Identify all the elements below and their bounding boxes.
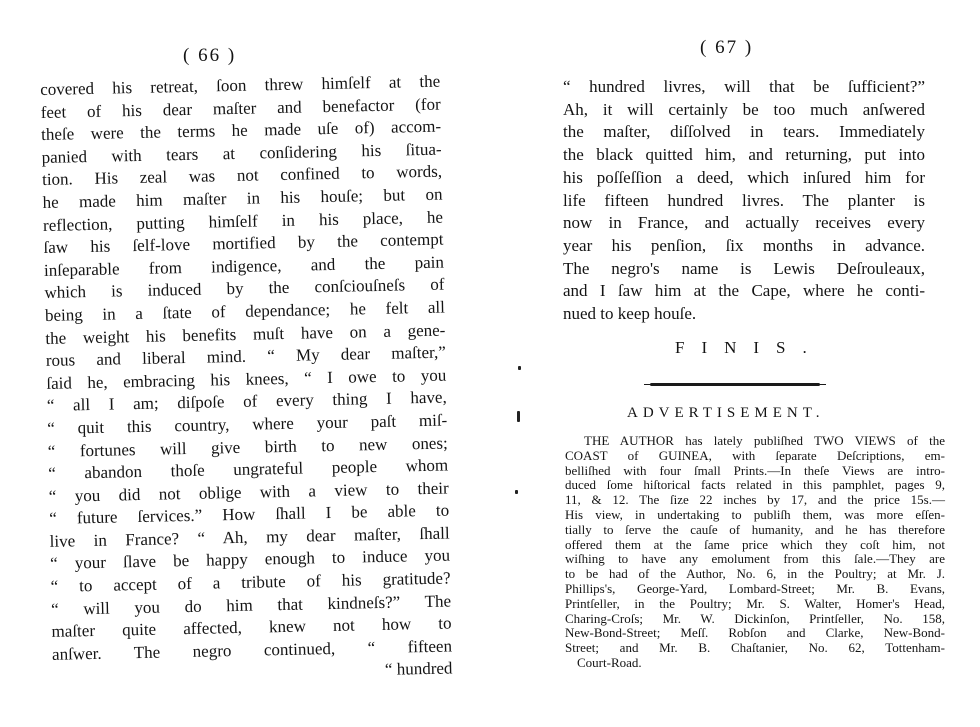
text-line: ſaid he, embracing his knees, “ I owe to you <box>46 365 447 393</box>
advertisement-line: Phillips's, George-Yard, Lombard-Street; Mr. B. Evans, <box>565 580 945 596</box>
advertisement-line: 11, & 12. The ſize 22 inches by 17, and the price 15s.— <box>565 492 945 508</box>
text-line: “ your ſlave be happy enough to induce you <box>49 545 451 574</box>
text-line: “ abandon thoſe ungrateful people whom <box>48 455 449 484</box>
advertisement-line: New-Bond-Street; Meſſ. Robſon and Clarke, New-Bond- <box>565 625 945 641</box>
text-line: “ you did not oblige with a view to their <box>48 478 449 506</box>
advertisement-line: wiſhing to have any emolument from this ſale.—They are <box>565 551 945 567</box>
text-line: The negro's name is Lewis Deſrouleaux, <box>563 258 925 278</box>
text-line: Ah, it will certainly be too much anſwered <box>563 99 925 119</box>
advertisement-line: His view, in undertaking to publiſh them, was more eſſen- <box>565 506 945 522</box>
advertisement-line: Charing-Croſs; Mr. W. Dickinſon, Printſeller, No. 158, <box>565 610 945 626</box>
text-line: reflection, putting himſelf in his place, he <box>42 207 444 235</box>
right-page-body <box>563 76 925 326</box>
text-line: covered his retreat, ſoon threw himſelf at the <box>40 71 441 99</box>
left-page-number: ( 66 ) <box>183 45 237 66</box>
text-line: “ future ſervices.” How ſhall I be able to <box>49 500 450 529</box>
right-page-number: ( 67 ) <box>700 37 754 58</box>
text-line: tion. His zeal was not confined to words, <box>41 161 443 190</box>
text-line: feet of his dear maſter and benefactor (for <box>40 94 441 122</box>
text-line: which is induced by the conſciouſneſs of <box>44 274 445 303</box>
text-line: nued to keep houſe. <box>563 304 697 324</box>
advertisement-line: duced ſome hiſtorical facts related in this pamphlet, pages 9, <box>565 477 945 493</box>
text-line: now in France, and actually receives every <box>563 213 925 233</box>
advertisement-line: belliſhed with four ſmall Prints.—In theſe Views are intro- <box>565 462 945 478</box>
advertisement-line: Printſeller, in the Poultry; Mr. S. Walter, Homer's Head, <box>565 595 945 611</box>
text-line: “ hundred livres, will that be ſufficient?” <box>563 77 925 96</box>
text-line: live in France? “ Ah, my dear maſter, ſhall <box>49 523 450 551</box>
text-line: being in a ſtate of dependance; he felt all <box>44 297 446 325</box>
text-line: rous and liberal mind. “ My dear maſter,” <box>45 342 447 371</box>
advertisement-line: COAST of GUINEA, with ſeparate Deſcriptions, em- <box>565 447 945 463</box>
text-line: ſaw his ſelf-love mortified by the contempt <box>43 229 444 258</box>
text-line: “ all I am; diſpoſe of every thing I have, <box>46 387 447 416</box>
text-line: “ will you do him that kindneſs?” The <box>50 591 452 619</box>
text-line: theſe were the terms he made uſe of) accom- <box>40 116 442 145</box>
advertisement-line: THE AUTHOR has lately publiſhed TWO VIEWS of the <box>584 433 945 448</box>
advertisement-line: Street; and Mr. B. Chaſtanier, No. 62, Tottenham- <box>565 640 945 656</box>
advertisement-body <box>565 434 945 671</box>
advertisement-line: Court-Road. <box>577 654 642 670</box>
text-line: inſeparable from indigence, and the pain <box>43 252 445 280</box>
text-line: the black quitted him, and returning, put into <box>563 145 925 165</box>
text-line: he made him maſter in his houſe; but on <box>42 184 443 212</box>
text-line: year his penſion, ſix months in advance. <box>563 235 925 255</box>
text-line: and I ſaw him at the Cape, where he conti- <box>563 281 925 301</box>
right-page <box>490 0 980 727</box>
text-line: life fifteen hundred livres. The planter is <box>563 190 925 210</box>
text-line: the maſter, diſſolved in tears. Immediately <box>563 122 925 142</box>
text-line: maſter quite affected, knew not how to <box>51 613 452 642</box>
finis-heading: FINIS. <box>675 338 824 357</box>
advertisement-line: to be had of the Author, No. 6, in the Poultry; at Mr. J. <box>565 566 945 582</box>
text-line: the weight his benefits muſt have on a gene- <box>45 320 446 348</box>
catchword: “ hundred <box>384 658 453 680</box>
left-page-body <box>40 71 453 689</box>
text-line: panied with tears at conſidering his ſitua- <box>41 139 442 167</box>
text-line: “ quit this country, where your paſt miſ- <box>47 410 448 438</box>
advertisement-heading: ADVERTISEMENT. <box>627 405 825 421</box>
text-line: anſwer. The negro continued, “ fifteen <box>51 636 453 664</box>
text-line: his poſſeſſion a deed, which inſured him for <box>563 167 925 187</box>
advertisement-line: tially to ſerve the cauſe of humanity, and he has therefore <box>565 521 945 537</box>
advertisement-line: offered them at the ſame price which they coſt him, not <box>565 536 945 552</box>
text-line: “ to accept of a tribute of his gratitude? <box>50 568 451 596</box>
ornamental-rule <box>650 383 820 386</box>
text-line: “ fortunes will give birth to new ones; <box>47 433 448 461</box>
